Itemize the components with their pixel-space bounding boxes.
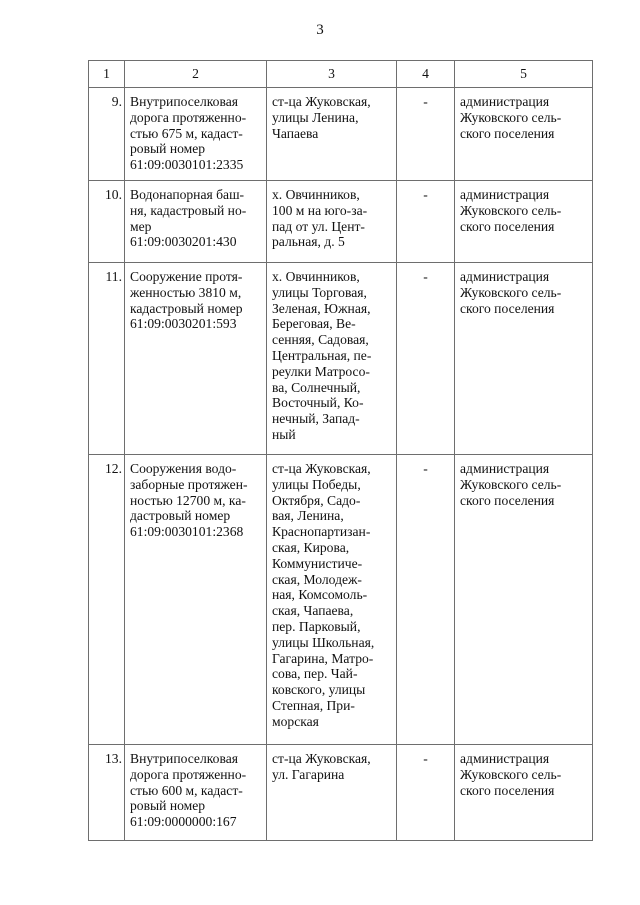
location-cell: ст-ца Жуковская, улицы Победы, Октября, Садо- вая, Ленина, Краснопартизан- ская, Кирова, Коммунистиче- ская, Молодеж- ная, Комсомоль- ская, Чапаева, пер. Парковый, улицы Школьная, Гагарина, Матро- сова, пер. Чай- ковского, улицы Степная, При- морская — [267, 455, 397, 745]
object-name-cell: Внутрипоселковая дорога протяженно- стью 600 м, кадаст- ровый номер 61:09:0000000:167 — [125, 745, 267, 841]
page-number: 3 — [316, 22, 324, 38]
owner-cell: администрация Жуковского сель- ского поселения — [455, 263, 593, 455]
column-4-cell: - — [397, 745, 455, 841]
table-row — [89, 455, 593, 745]
location-cell: ст-ца Жуковская, улицы Ленина, Чапаева — [267, 88, 397, 181]
table-row — [89, 181, 593, 263]
header-cell-5: 5 — [455, 61, 593, 88]
column-4-cell: - — [397, 181, 455, 263]
header-cell-2: 2 — [125, 61, 267, 88]
header-cell-4: 4 — [397, 61, 455, 88]
owner-cell: администрация Жуковского сель- ского поселения — [455, 455, 593, 745]
table-row — [89, 745, 593, 841]
location-cell: х. Овчинников, улицы Торговая, Зеленая, Южная, Береговая, Ве- сенняя, Садовая, Центральная, пе- реулки Матросо- ва, Солнечный, Восточный, Ко- нечный, Запад- ный — [267, 263, 397, 455]
column-4-cell: - — [397, 455, 455, 745]
row-number: 11. — [89, 263, 125, 455]
column-4-cell: - — [397, 88, 455, 181]
header-cell-1: 1 — [89, 61, 125, 88]
row-number: 9. — [89, 88, 125, 181]
registry-table — [88, 60, 593, 841]
row-number: 12. — [89, 455, 125, 745]
object-name-cell: Внутрипоселковая дорога протяженно- стью 675 м, кадаст- ровый номер 61:09:0030101:2335 — [125, 88, 267, 181]
location-cell: х. Овчинников, 100 м на юго-за- пад от ул. Цент- ральная, д. 5 — [267, 181, 397, 263]
table-row — [89, 263, 593, 455]
row-number: 13. — [89, 745, 125, 841]
owner-cell: администрация Жуковского сель- ского поселения — [455, 181, 593, 263]
table-header-row — [89, 61, 593, 88]
owner-cell: администрация Жуковского сель- ского поселения — [455, 745, 593, 841]
object-name-cell: Сооружение протя- женностью 3810 м, кадастровый номер 61:09:0030201:593 — [125, 263, 267, 455]
object-name-cell: Водонапорная баш- ня, кадастровый но- мер 61:09:0030201:430 — [125, 181, 267, 263]
location-cell: ст-ца Жуковская, ул. Гагарина — [267, 745, 397, 841]
header-cell-3: 3 — [267, 61, 397, 88]
owner-cell: администрация Жуковского сель- ского поселения — [455, 88, 593, 181]
object-name-cell: Сооружения водо- заборные протяжен- ностью 12700 м, ка- дастровый номер 61:09:0030101:2368 — [125, 455, 267, 745]
table-row — [89, 88, 593, 181]
row-number: 10. — [89, 181, 125, 263]
column-4-cell: - — [397, 263, 455, 455]
